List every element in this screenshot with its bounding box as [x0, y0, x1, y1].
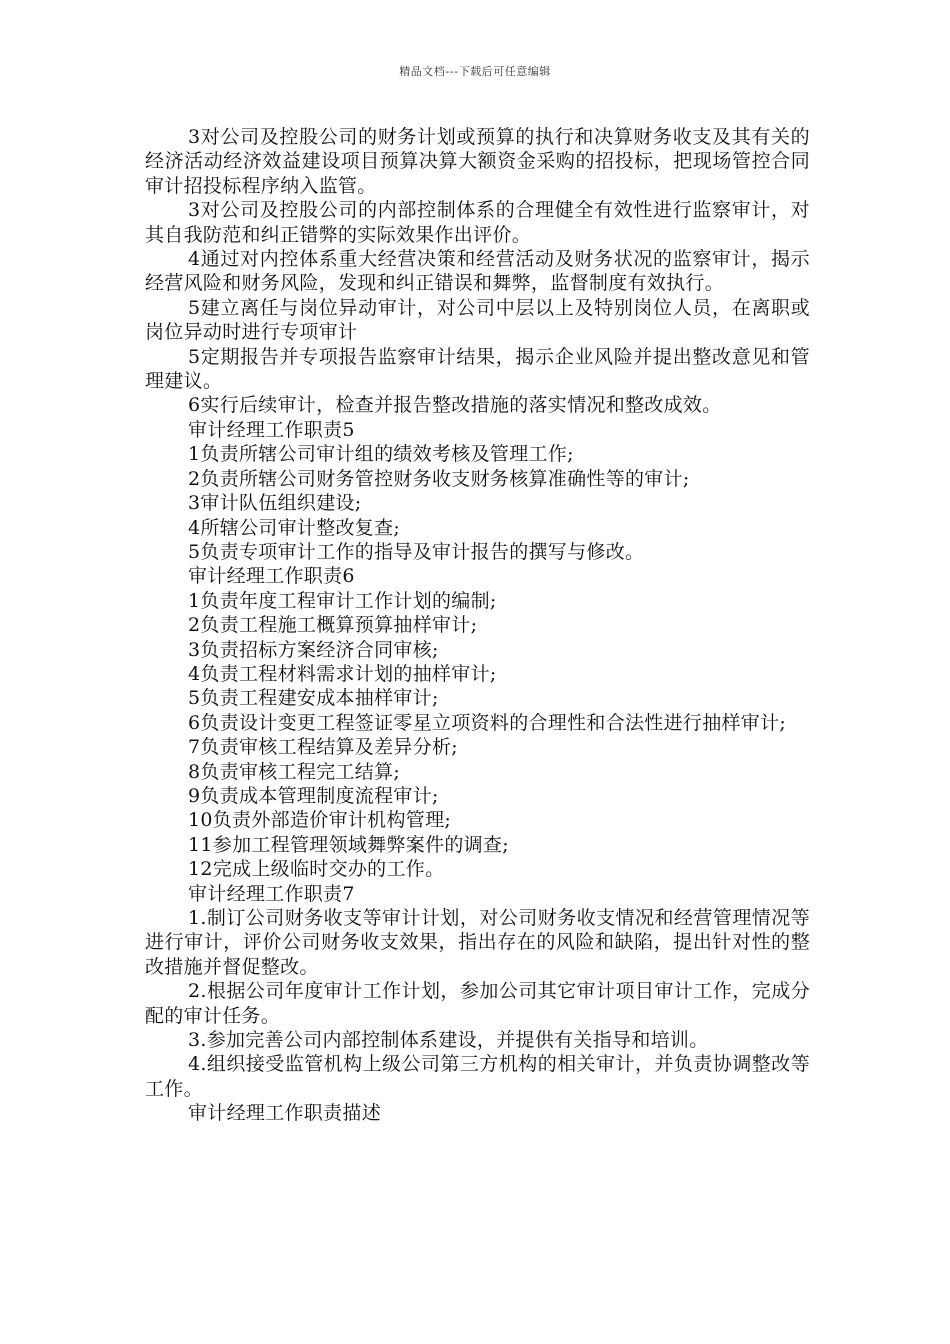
list-item: 2负责所辖公司财务管控财务收支财务核算准确性等的审计; — [188, 467, 690, 490]
section-heading: 审计经理工作职责6 — [188, 565, 355, 588]
paragraph: 5定期报告并专项报告监察审计结果，揭示企业风险并提出整改意见和管理建议。 — [145, 345, 810, 393]
list-item: 3.参加完善公司内部控制体系建设，并提供有关指导和培训。 — [188, 1029, 709, 1052]
paragraph: 4通过对内控体系重大经营决策和经营活动及财务状况的监察审计，揭示经营风险和财务风险，发现和纠正错误和舞弊，监督制度有效执行。 — [145, 248, 810, 295]
list-item: 9负责成本管理制度流程审计; — [188, 784, 439, 807]
page-header: 精品文档---下载后可任意编辑 — [399, 65, 551, 78]
paragraph: 6实行后续审计，检查并报告整改措施的落实情况和整改成效。 — [188, 394, 722, 417]
list-item: 8负责审核工程完工结算; — [188, 760, 401, 783]
list-item: 4负责工程材料需求计划的抽样审计; — [188, 662, 497, 685]
list-item: 6负责设计变更工程签证零星立项资料的合理性和合法性进行抽样审计; — [188, 711, 787, 734]
list-item: 3负责招标方案经济合同审核; — [188, 638, 439, 661]
list-item: 4所辖公司审计整改复查; — [188, 516, 401, 539]
list-item: 11参加工程管理领域舞弊案件的调查; — [188, 833, 509, 856]
list-item: 2.根据公司年度审计工作计划，参加公司其它审计项目审计工作，完成分配的审计任务。 — [145, 980, 810, 1027]
list-item: 1负责年度工程审计工作计划的编制; — [188, 589, 497, 612]
list-item: 1负责所辖公司审计组的绩效考核及管理工作; — [188, 443, 574, 466]
paragraph: 5建立离任与岗位异动审计，对公司中层以上及特别岗位人员，在离职或岗位异动时进行专项审计 — [145, 296, 810, 344]
paragraph: 3对公司及控股公司的内部控制体系的合理健全有效性进行监察审计，对其自我防范和纠正错弊的实际效果作出评价。 — [145, 199, 810, 246]
list-item: 12完成上级临时交办的工作。 — [188, 858, 445, 881]
section-heading: 审计经理工作职责描述 — [188, 1102, 382, 1125]
list-item: 2负责工程施工概算预算抽样审计; — [188, 614, 478, 637]
document-body — [145, 125, 810, 1126]
list-item: 5负责专项审计工作的指导及审计报告的撰写与修改。 — [188, 540, 645, 563]
section-heading: 审计经理工作职责7 — [188, 882, 355, 905]
list-item: 5负责工程建安成本抽样审计; — [188, 687, 439, 710]
list-item: 4.组织接受监管机构上级公司第三方机构的相关审计，并负责协调整改等工作。 — [145, 1053, 810, 1100]
list-item: 7负责审核工程结算及差异分析; — [188, 736, 458, 759]
list-item: 3审计队伍组织建设; — [188, 492, 362, 515]
paragraph: 3对公司及控股公司的财务计划或预算的执行和决算财务收支及其有关的经济活动经济效益建设项目预算决算大额资金采购的招投标，把现场管控合同审计招投标程序纳入监管。 — [145, 126, 810, 197]
list-item: 1.制订公司财务收支等审计计划，对公司财务收支情况和经营管理情况等进行审计，评价公司财务收支效果，指出存在的风险和缺陷，提出针对性的整改措施并督促整改。 — [145, 907, 810, 978]
list-item: 10负责外部造价审计机构管理; — [188, 809, 452, 832]
section-heading: 审计经理工作职责5 — [188, 418, 355, 441]
